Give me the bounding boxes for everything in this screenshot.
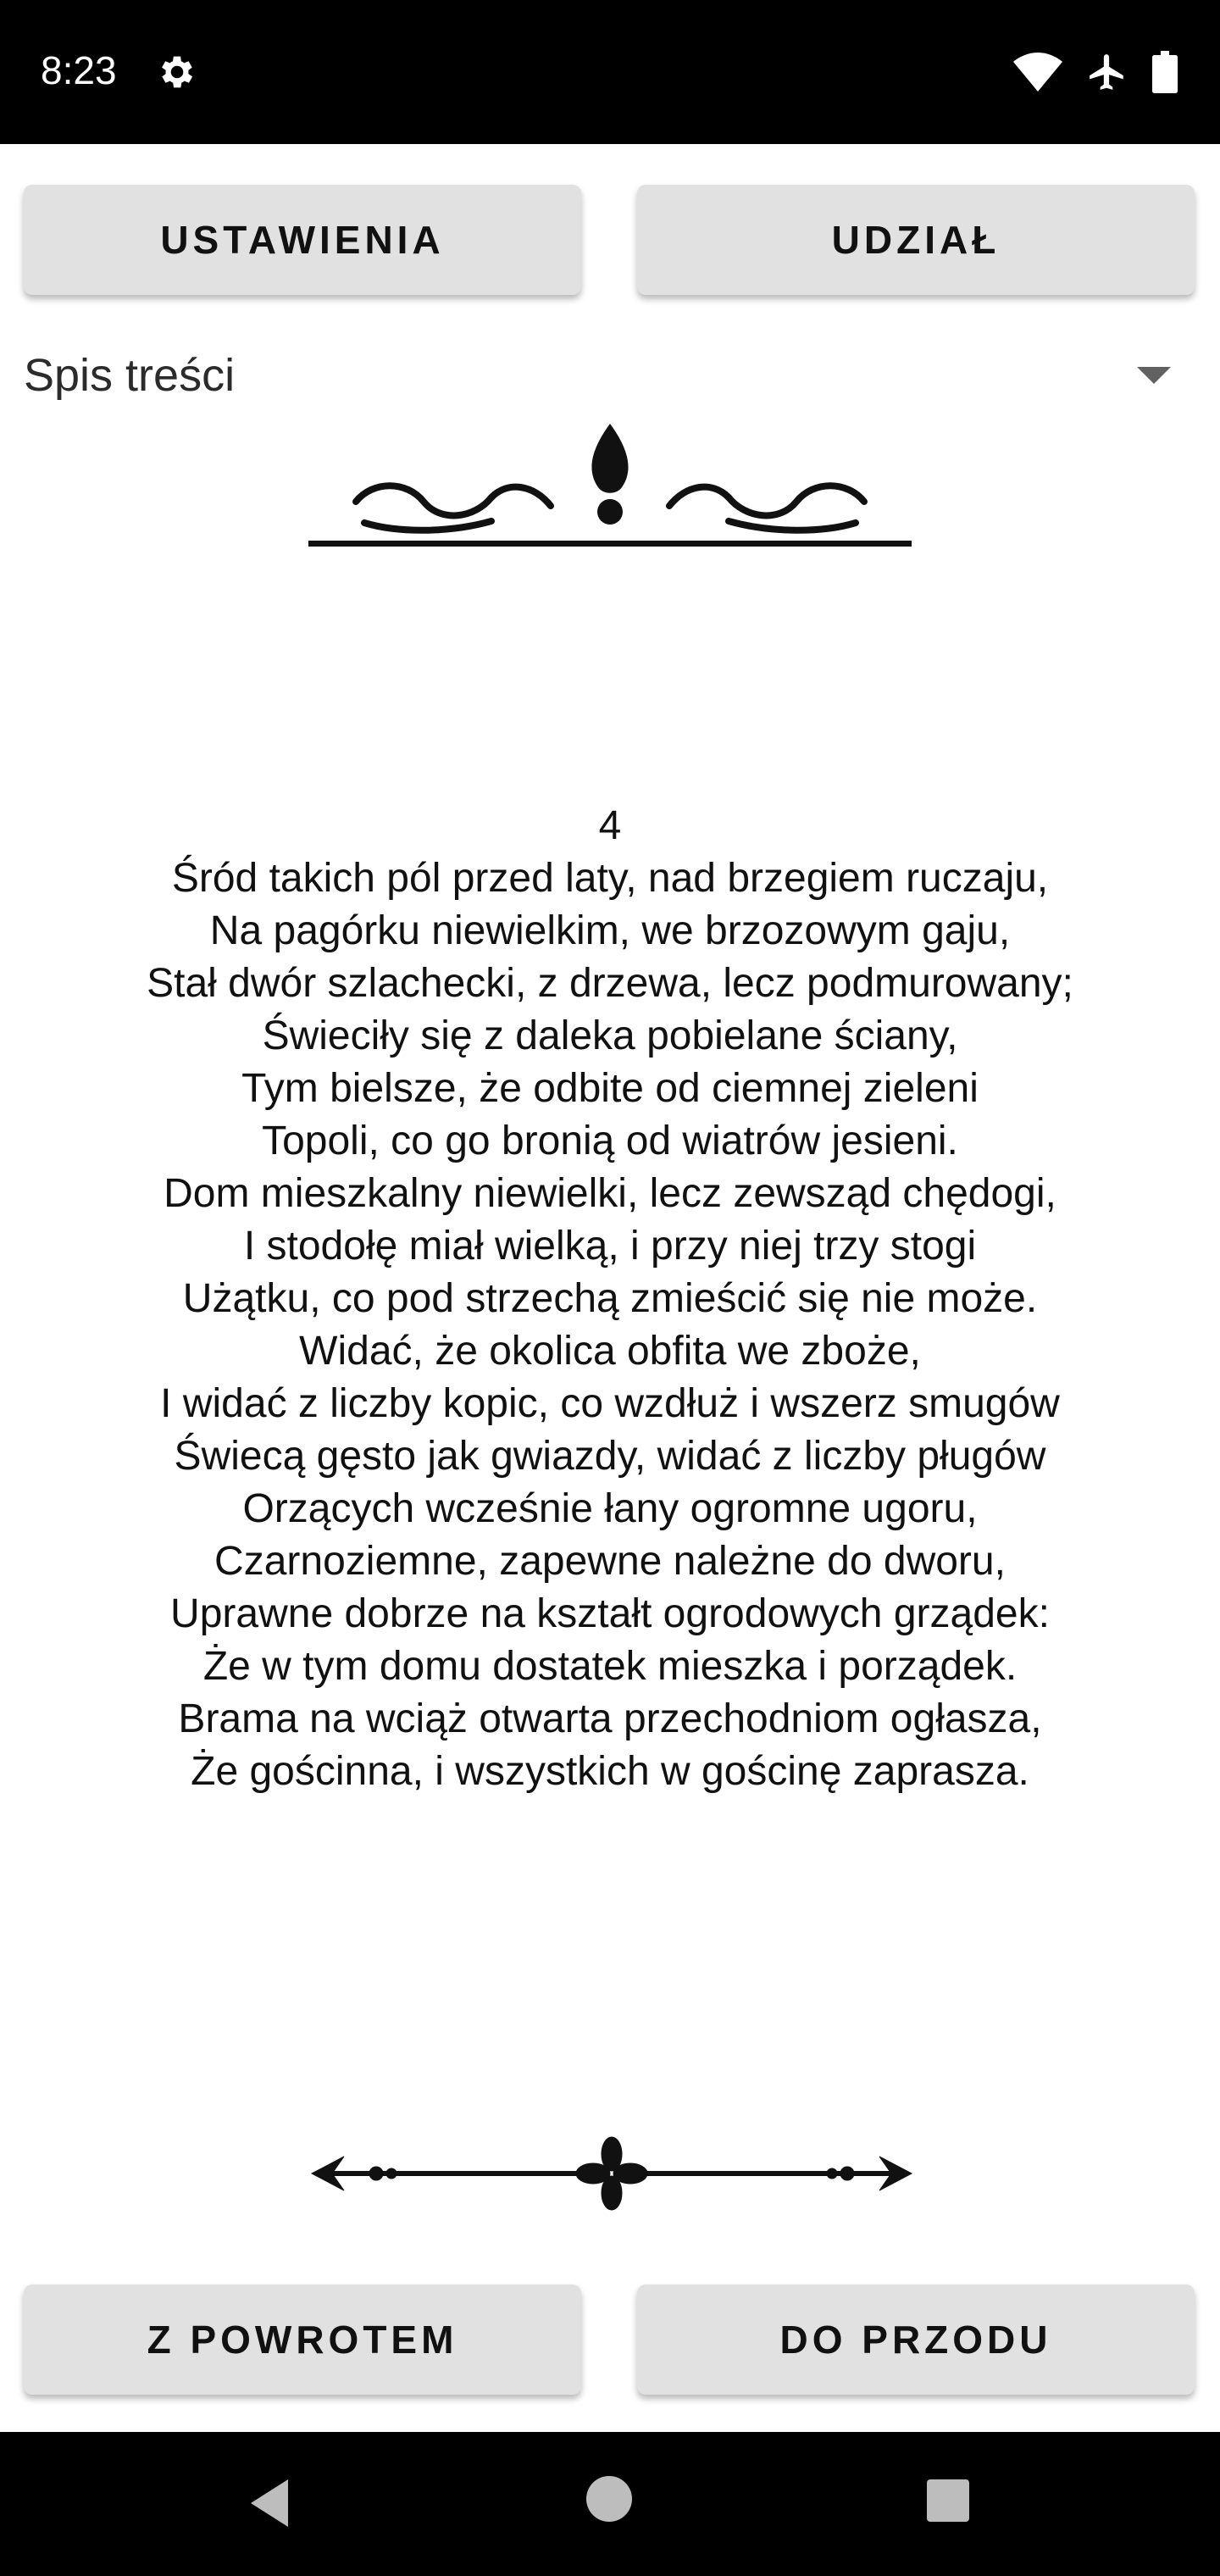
forward-button[interactable]: DO PRZODU — [637, 2285, 1195, 2395]
table-of-contents-dropdown[interactable] — [24, 337, 1196, 414]
poem-line: Użątku, co pod strzechą zmieścić się nie może. — [182, 1276, 1038, 1321]
poem-line: Uprawne dobrze na kształt ogrodowych grządek: — [170, 1591, 1050, 1636]
poem-line: Na pagórku niewielkim, we brzozowym gaju, — [209, 908, 1011, 953]
poem-line: Śród takich pól przed laty, nad brzegiem ruczaju, — [171, 856, 1049, 901]
poem-line: Czarnoziemne, zapewne należne do dworu, — [214, 1539, 1006, 1584]
recents-square-icon[interactable] — [927, 2479, 969, 2522]
poem-line: Stał dwór szlachecki, z drzewa, lecz podmurowany; — [147, 961, 1073, 1006]
home-circle-icon[interactable] — [586, 2476, 632, 2522]
airplane-mode-icon — [1086, 50, 1128, 94]
poem-line: Że w tym domu dostatek mieszka i porządek. — [202, 1644, 1018, 1689]
poem-line: Że gościnna, i wszystkich w gościnę zaprasza. — [191, 1749, 1029, 1794]
status-bar — [0, 0, 1220, 144]
poem-text — [0, 800, 1220, 1798]
settings-gear-icon — [156, 51, 198, 93]
poem-line: Świecą gęsto jak gwiazdy, widać z liczby pługów — [174, 1434, 1046, 1479]
toc-selected-label: Spis treści — [24, 350, 236, 401]
bottom-ornament-icon — [308, 2135, 915, 2212]
poem-line: I widać z liczby kopic, co wzdłuż i wszerz smugów — [160, 1381, 1060, 1426]
poem-line: Tym bielsze, że odbite od ciemnej zieleni — [241, 1066, 979, 1111]
poem-line: Świeciły się z daleka pobielane ściany, — [262, 1013, 958, 1058]
top-ornament-icon — [305, 417, 915, 561]
battery-icon — [1152, 51, 1178, 93]
wifi-icon — [1013, 53, 1062, 92]
back-triangle-icon[interactable] — [246, 2476, 300, 2530]
status-time: 8:23 — [41, 48, 117, 92]
back-button[interactable]: Z POWROTEM — [24, 2285, 581, 2395]
poem-line: Widać, że okolica obfita we zboże, — [299, 1329, 921, 1374]
poem-line: I stodołę miał wielką, i przy niej trzy stogi — [243, 1224, 977, 1269]
share-button[interactable]: UDZIAŁ — [637, 185, 1195, 295]
poem-line: Brama na wciąż otwarta przechodniom ogłasza, — [178, 1696, 1042, 1741]
settings-button[interactable]: USTAWIENIA — [24, 185, 581, 295]
dropdown-arrow-icon — [1137, 367, 1171, 384]
poem-line: Orzących wcześnie łany ogromne ugoru, — [242, 1486, 978, 1531]
poem-line: Dom mieszkalny niewielki, lecz zewsząd chędogi, — [164, 1171, 1056, 1216]
poem-stanza-number: 4 — [598, 803, 622, 848]
poem-line: Topoli, co go bronią od wiatrów jesieni. — [262, 1119, 958, 1163]
